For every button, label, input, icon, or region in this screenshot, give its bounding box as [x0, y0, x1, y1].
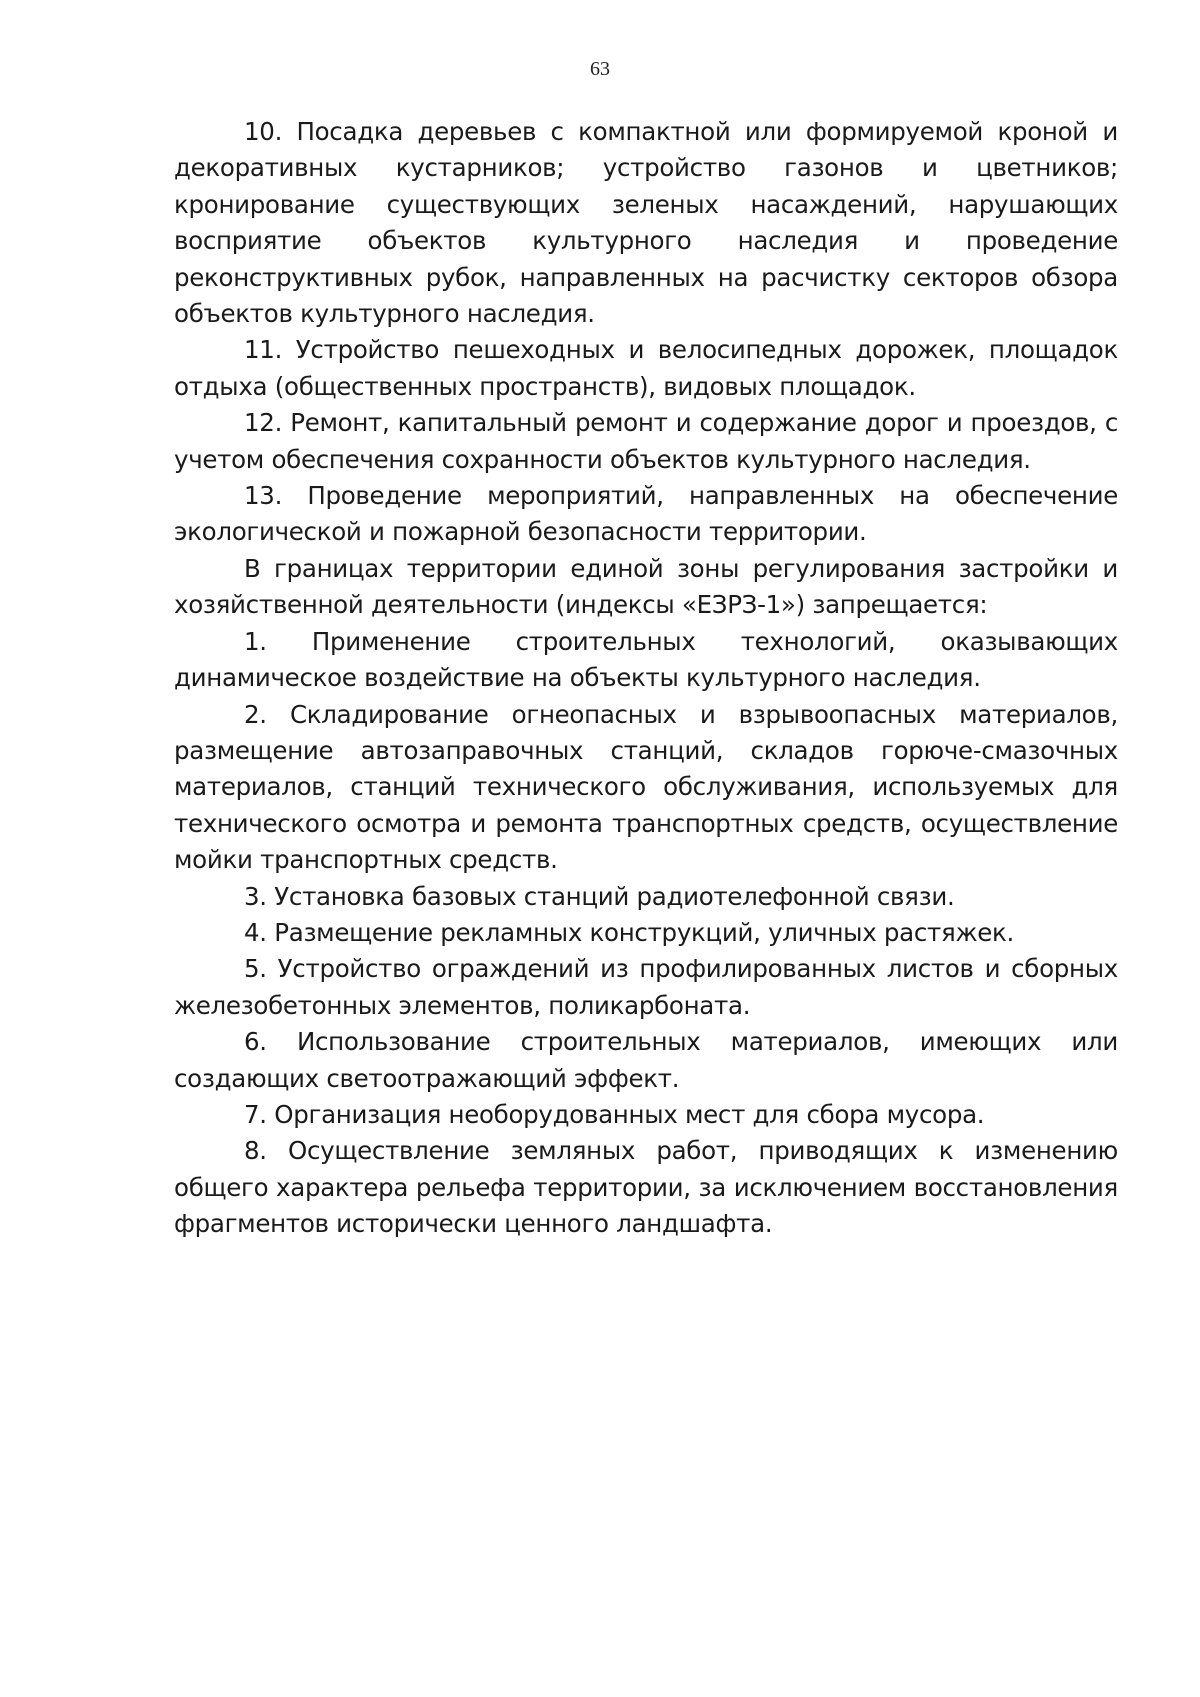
paragraph: 12. Ремонт, капитальный ремонт и содержание дорог и проездов, с учетом обеспечения сохранности объектов культурного наследия. [174, 408, 1118, 474]
paragraph: 2. Складирование огнеопасных и взрывоопасных материалов, размещение автозаправочных станций, складов горюче-смазочных материалов, станций технического обслуживания, используемых для технического осмотра и ремонта транспортных средств, осуществление мойки транспортных средств. [174, 699, 1118, 875]
paragraph: 4. Размещение рекламных конструкций, уличных растяжек. [244, 917, 1014, 947]
document-body [174, 114, 1118, 1243]
paragraph: 13. Проведение мероприятий, направленных на обеспечение экологической и пожарной безопасности территории. [174, 481, 1118, 547]
paragraph: В границах территории единой зоны регулирования застройки и хозяйственной деятельности (индексы «ЕЗРЗ-1») запрещается: [174, 553, 1118, 620]
paragraph: 11. Устройство пешеходных и велосипедных дорожек, площадок отдыха (общественных пространств), видовых площадок. [174, 335, 1118, 401]
paragraph: 6. Использование строительных материалов, имеющих или создающих светоотражающий эффект. [174, 1027, 1118, 1093]
paragraph: 5. Устройство ограждений из профилированных листов и сборных железобетонных элементов, поликарбоната. [174, 954, 1118, 1020]
paragraph: 1. Применение строительных технологий, оказывающих динамическое воздействие на объекты культурного наследия. [174, 626, 1118, 693]
paragraph: 3. Установка базовых станций радиотелефонной связи. [244, 881, 955, 911]
paragraph: 10. Посадка деревьев с компактной или формируемой кроной и декоративных кустарников; устройство газонов и цветников; кронирование существующих зеленых насаждений, нарушающих восприятие объектов культурного наследия и проведение реконструктивных рубок, направленных на расчистку секторов обзора объектов культурного наследия. [174, 117, 1118, 329]
page-number: 63 [590, 58, 610, 80]
paragraph: 7. Организация необорудованных мест для сбора мусора. [244, 1099, 985, 1129]
paragraph: 8. Осуществление земляных работ, приводящих к изменению общего характера рельефа территории, за исключением восстановления фрагментов исторически ценного ландшафта. [174, 1136, 1118, 1239]
